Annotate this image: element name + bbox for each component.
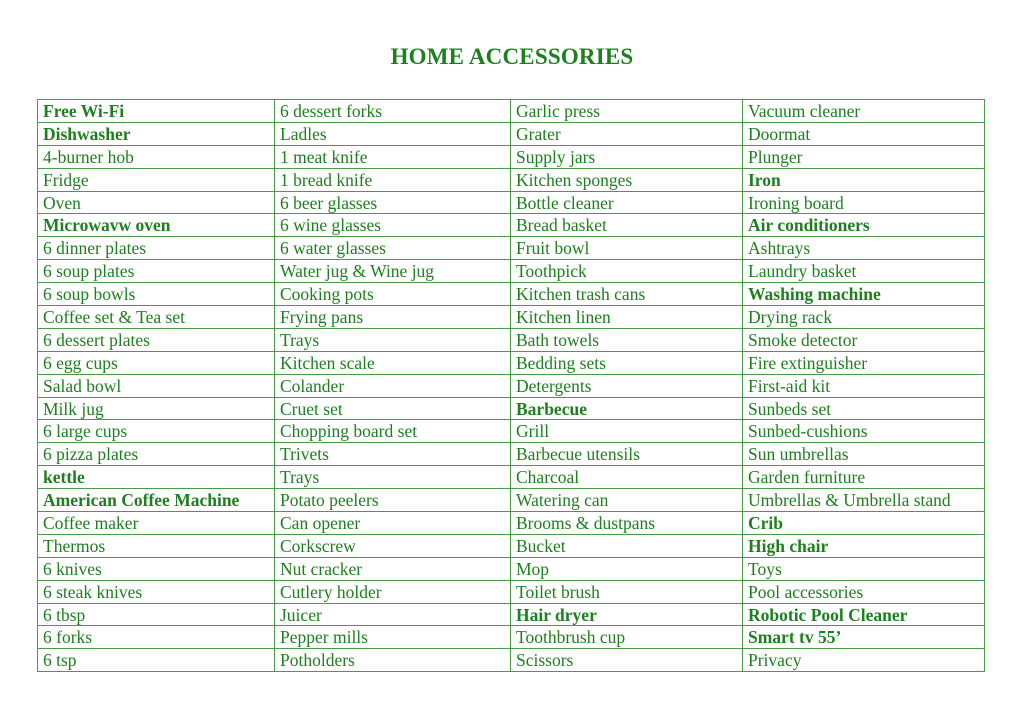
table-cell: 6 steak knives bbox=[38, 580, 275, 603]
table-row bbox=[38, 626, 985, 649]
table-row bbox=[38, 351, 985, 374]
table-cell: Doormat bbox=[743, 122, 985, 145]
table-cell: 6 tbsp bbox=[38, 603, 275, 626]
table-cell: First-aid kit bbox=[743, 374, 985, 397]
table-row bbox=[38, 191, 985, 214]
table-cell: Toothbrush cup bbox=[511, 626, 743, 649]
table-cell: Chopping board set bbox=[275, 420, 511, 443]
table-cell: Nut cracker bbox=[275, 557, 511, 580]
table-cell: Frying pans bbox=[275, 306, 511, 329]
table-cell: 6 knives bbox=[38, 557, 275, 580]
table-cell: Coffee set & Tea set bbox=[38, 306, 275, 329]
table-cell: Potato peelers bbox=[275, 489, 511, 512]
table-cell: Garden furniture bbox=[743, 466, 985, 489]
table-cell: Thermos bbox=[38, 534, 275, 557]
table-cell: Free Wi-Fi bbox=[38, 100, 275, 123]
table-cell: 6 large cups bbox=[38, 420, 275, 443]
table-cell: 6 soup plates bbox=[38, 260, 275, 283]
table-row bbox=[38, 512, 985, 535]
table-cell: Sunbeds set bbox=[743, 397, 985, 420]
table-cell: Laundry basket bbox=[743, 260, 985, 283]
table-row bbox=[38, 420, 985, 443]
table-cell: Crib bbox=[743, 512, 985, 535]
table-cell: Can opener bbox=[275, 512, 511, 535]
table-row bbox=[38, 168, 985, 191]
table-cell: Kitchen sponges bbox=[511, 168, 743, 191]
table-cell: Drying rack bbox=[743, 306, 985, 329]
table-cell: Toilet brush bbox=[511, 580, 743, 603]
table-cell: Fruit bowl bbox=[511, 237, 743, 260]
table-row bbox=[38, 306, 985, 329]
table-cell: Bread basket bbox=[511, 214, 743, 237]
table-cell: Hair dryer bbox=[511, 603, 743, 626]
table-cell: Barbecue utensils bbox=[511, 443, 743, 466]
table-row bbox=[38, 489, 985, 512]
table-cell: Grill bbox=[511, 420, 743, 443]
table-cell: kettle bbox=[38, 466, 275, 489]
table-row bbox=[38, 603, 985, 626]
table-cell: Washing machine bbox=[743, 283, 985, 306]
table-cell: Watering can bbox=[511, 489, 743, 512]
table-row bbox=[38, 328, 985, 351]
table-cell: Umbrellas & Umbrella stand bbox=[743, 489, 985, 512]
table-cell: Fire extinguisher bbox=[743, 351, 985, 374]
table-row bbox=[38, 580, 985, 603]
table-cell: Robotic Pool Cleaner bbox=[743, 603, 985, 626]
table-cell: Brooms & dustpans bbox=[511, 512, 743, 535]
table-cell: Trays bbox=[275, 328, 511, 351]
table-row bbox=[38, 374, 985, 397]
table-cell: Smoke detector bbox=[743, 328, 985, 351]
table-cell: 6 dinner plates bbox=[38, 237, 275, 260]
table-cell: Salad bowl bbox=[38, 374, 275, 397]
accessories-table-body bbox=[38, 100, 985, 672]
accessories-table bbox=[37, 99, 985, 672]
table-cell: 6 dessert plates bbox=[38, 328, 275, 351]
table-row bbox=[38, 214, 985, 237]
table-cell: Kitchen trash cans bbox=[511, 283, 743, 306]
table-cell: Bath towels bbox=[511, 328, 743, 351]
table-row bbox=[38, 100, 985, 123]
table-cell: High chair bbox=[743, 534, 985, 557]
table-cell: Toys bbox=[743, 557, 985, 580]
table-cell: Sun umbrellas bbox=[743, 443, 985, 466]
table-cell: 1 meat knife bbox=[275, 145, 511, 168]
table-cell: Bucket bbox=[511, 534, 743, 557]
table-cell: Bottle cleaner bbox=[511, 191, 743, 214]
table-cell: 6 soup bowls bbox=[38, 283, 275, 306]
table-cell: Pepper mills bbox=[275, 626, 511, 649]
table-row bbox=[38, 649, 985, 672]
table-row bbox=[38, 260, 985, 283]
table-cell: 6 tsp bbox=[38, 649, 275, 672]
table-cell: Bedding sets bbox=[511, 351, 743, 374]
table-cell: Plunger bbox=[743, 145, 985, 168]
page-title: HOME ACCESSORIES bbox=[390, 44, 634, 69]
table-cell: Dishwasher bbox=[38, 122, 275, 145]
table-cell: Juicer bbox=[275, 603, 511, 626]
table-cell: Ladles bbox=[275, 122, 511, 145]
table-cell: 6 pizza plates bbox=[38, 443, 275, 466]
table-cell: 6 beer glasses bbox=[275, 191, 511, 214]
table-cell: Microwavw oven bbox=[38, 214, 275, 237]
table-row bbox=[38, 534, 985, 557]
table-cell: Toothpick bbox=[511, 260, 743, 283]
table-cell: Colander bbox=[275, 374, 511, 397]
table-cell: Mop bbox=[511, 557, 743, 580]
table-cell: Cutlery holder bbox=[275, 580, 511, 603]
table-cell: Kitchen linen bbox=[511, 306, 743, 329]
table-row bbox=[38, 557, 985, 580]
table-cell: Milk jug bbox=[38, 397, 275, 420]
table-cell: Ashtrays bbox=[743, 237, 985, 260]
table-cell: Oven bbox=[38, 191, 275, 214]
table-cell: Detergents bbox=[511, 374, 743, 397]
table-cell: 6 egg cups bbox=[38, 351, 275, 374]
table-cell: Pool accessories bbox=[743, 580, 985, 603]
table-cell: Privacy bbox=[743, 649, 985, 672]
table-row bbox=[38, 466, 985, 489]
table-cell: Grater bbox=[511, 122, 743, 145]
table-cell: 6 water glasses bbox=[275, 237, 511, 260]
table-cell: Smart tv 55’ bbox=[743, 626, 985, 649]
table-cell: Potholders bbox=[275, 649, 511, 672]
table-cell: Ironing board bbox=[743, 191, 985, 214]
table-cell: Corkscrew bbox=[275, 534, 511, 557]
table-cell: 4-burner hob bbox=[38, 145, 275, 168]
table-cell: 6 forks bbox=[38, 626, 275, 649]
table-cell: Cooking pots bbox=[275, 283, 511, 306]
table-row bbox=[38, 122, 985, 145]
table-cell: Sunbed-cushions bbox=[743, 420, 985, 443]
table-cell: American Coffee Machine bbox=[38, 489, 275, 512]
table-row bbox=[38, 397, 985, 420]
table-cell: 6 dessert forks bbox=[275, 100, 511, 123]
table-cell: Kitchen scale bbox=[275, 351, 511, 374]
table-cell: Trays bbox=[275, 466, 511, 489]
table-cell: Garlic press bbox=[511, 100, 743, 123]
table-row bbox=[38, 443, 985, 466]
table-cell: 6 wine glasses bbox=[275, 214, 511, 237]
table-cell: Air conditioners bbox=[743, 214, 985, 237]
table-cell: 1 bread knife bbox=[275, 168, 511, 191]
table-cell: Water jug & Wine jug bbox=[275, 260, 511, 283]
table-row bbox=[38, 237, 985, 260]
table-cell: Coffee maker bbox=[38, 512, 275, 535]
table-cell: Supply jars bbox=[511, 145, 743, 168]
table-cell: Vacuum cleaner bbox=[743, 100, 985, 123]
table-row bbox=[38, 283, 985, 306]
table-cell: Trivets bbox=[275, 443, 511, 466]
table-cell: Cruet set bbox=[275, 397, 511, 420]
table-cell: Barbecue bbox=[511, 397, 743, 420]
table-cell: Iron bbox=[743, 168, 985, 191]
table-cell: Charcoal bbox=[511, 466, 743, 489]
table-row bbox=[38, 145, 985, 168]
table-cell: Scissors bbox=[511, 649, 743, 672]
table-cell: Fridge bbox=[38, 168, 275, 191]
